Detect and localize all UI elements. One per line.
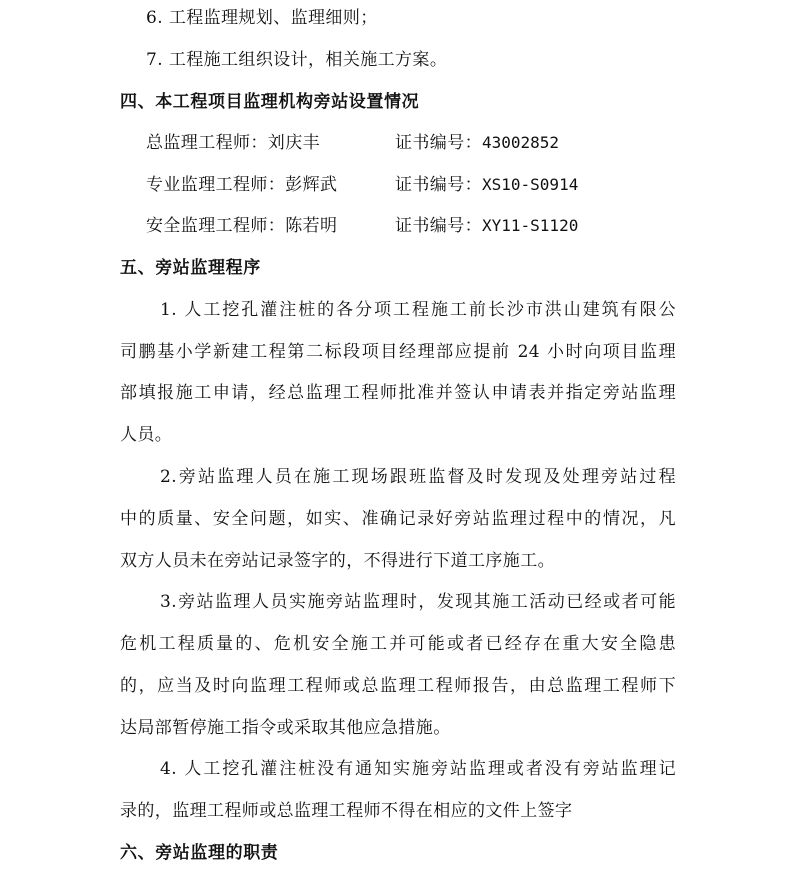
paragraph-line: 1. 人工挖孔灌注桩的各分项工程施工前长沙市洪山建筑有限公 (160, 300, 676, 320)
cert-value: 43002852 (482, 133, 560, 152)
staff-cert-number (395, 214, 578, 238)
paragraph-line: 4. 人工挖孔灌注桩没有通知实施旁站监理或者没有旁站监理记 (160, 759, 676, 779)
basis-item-6: 6. 工程监理规划、监理细则； (146, 8, 378, 28)
staff-role-name: 总监理工程师：刘庆丰 (146, 133, 320, 153)
paragraph-line: 人员。 (120, 425, 173, 445)
paragraph-line: 的，应当及时向监理工程师或总监理工程师报告，由总监理工程师下 (120, 676, 676, 696)
section6-heading: 六、旁站监理的职责 (120, 843, 279, 863)
paragraph-line: 达局部暂停施工指令或采取其他应急措施。 (120, 718, 451, 738)
staff-cert-number (395, 131, 559, 155)
basis-item-7: 7. 工程施工组织设计，相关施工方案。 (146, 50, 448, 70)
paragraph-line: 录的，监理工程师或总监理工程师不得在相应的文件上签字 (120, 801, 573, 821)
staff-role-name: 安全监理工程师：陈若明 (146, 216, 338, 236)
cert-value: XY11-S1120 (482, 216, 579, 235)
paragraph-line: 司鹏基小学新建工程第二标段项目经理部应提前 24 小时向项目监理 (120, 342, 676, 362)
section5-heading: 五、旁站监理程序 (120, 258, 261, 278)
section4-heading: 四、本工程项目监理机构旁站设置情况 (120, 92, 420, 112)
paragraph-line: 危机工程质量的、危机安全施工并可能或者已经存在重大安全隐患 (120, 634, 676, 654)
cert-value: XS10-S0914 (482, 175, 579, 194)
cert-label: 证书编号： (395, 175, 482, 195)
staff-cert-number (395, 173, 578, 197)
cert-label: 证书编号： (395, 216, 482, 236)
paragraph-line: 部填报施工申请，经总监理工程师批准并签认申请表并指定旁站监理 (120, 383, 676, 403)
paragraph-line: 中的质量、安全问题，如实、准确记录好旁站监理过程中的情况，凡 (120, 509, 676, 529)
paragraph-line: 双方人员未在旁站记录签字的，不得进行下道工序施工。 (120, 551, 555, 571)
staff-role-name: 专业监理工程师：彭辉武 (146, 175, 338, 195)
cert-label: 证书编号： (395, 133, 482, 153)
paragraph-line: 3.旁站监理人员实施旁站监理时，发现其施工活动已经或者可能 (160, 592, 676, 612)
paragraph-line: 2.旁站监理人员在施工现场跟班监督及时发现及处理旁站过程 (160, 467, 676, 487)
